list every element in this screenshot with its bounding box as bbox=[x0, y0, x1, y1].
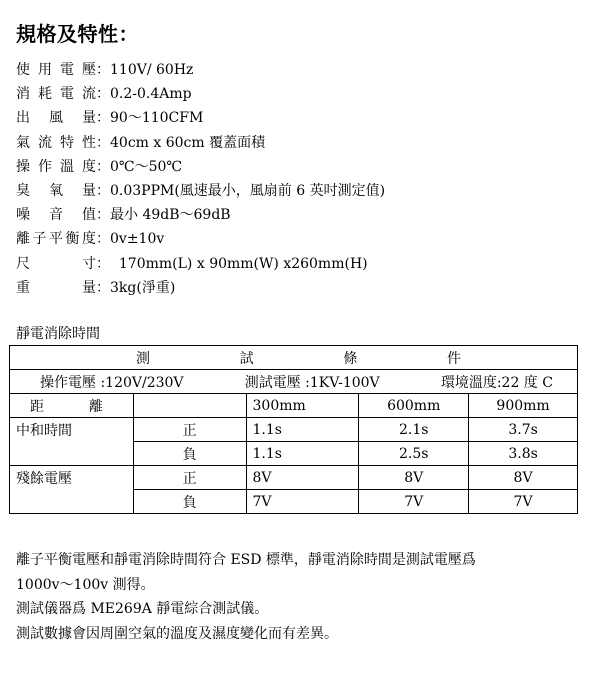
condition-voltage: 操作電壓 :120V/230V bbox=[40, 374, 184, 391]
sign-cell: 負 bbox=[133, 490, 246, 514]
distance-row bbox=[10, 394, 578, 418]
note-line: 離子平衡電壓和靜電消除時間符合 ESD 標準，靜電消除時間是測試電壓爲 bbox=[16, 552, 476, 568]
spec-label: 使用電壓 bbox=[16, 62, 96, 78]
notes bbox=[16, 548, 476, 646]
header-char: 條 bbox=[343, 350, 358, 367]
condition-test-voltage: 測試電壓 :1KV-100V bbox=[244, 374, 380, 391]
spec-colon: ： bbox=[96, 62, 110, 78]
spec-colon: ： bbox=[96, 86, 110, 103]
spec-row bbox=[16, 83, 576, 107]
distance-label-char: 距 bbox=[30, 398, 44, 415]
table-row bbox=[10, 418, 578, 442]
group-cell: 中和時間 bbox=[10, 418, 134, 466]
spec-value: 0.03PPM(風速最小，風扇前 6 英吋測定值) bbox=[110, 182, 386, 199]
spec-colon: ： bbox=[96, 231, 110, 248]
header-char: 試 bbox=[239, 350, 254, 367]
header-char: 件 bbox=[446, 350, 461, 367]
sign-cell: 正 bbox=[133, 418, 246, 442]
spec-label: 臭 氧 量 bbox=[16, 182, 96, 199]
spec-colon: ： bbox=[96, 158, 110, 175]
value-cell: 3.7s bbox=[469, 418, 578, 442]
value-cell: 1.1s bbox=[246, 418, 359, 442]
spec-value: 0℃～50℃ bbox=[110, 158, 183, 175]
distance-cell: 300mm bbox=[246, 394, 359, 418]
value-cell: 1.1s bbox=[246, 442, 359, 466]
spec-colon: ： bbox=[96, 207, 110, 224]
spec-row bbox=[16, 253, 576, 277]
spec-label: 操作溫度 bbox=[16, 158, 96, 175]
distance-label-cell bbox=[10, 394, 134, 418]
spec-colon: ： bbox=[96, 110, 110, 127]
value-cell: 2.1s bbox=[359, 418, 469, 442]
spec-row bbox=[16, 59, 576, 83]
value-cell: 7V bbox=[469, 490, 578, 514]
condition-temperature: 環境溫度:22 度 C bbox=[440, 374, 553, 391]
spec-row bbox=[16, 180, 576, 204]
conditions-row bbox=[10, 370, 578, 394]
value-cell: 2.5s bbox=[359, 442, 469, 466]
spec-value: 0v±10v bbox=[110, 231, 165, 248]
spec-label: 重 量 bbox=[16, 279, 96, 296]
spec-label: 出 風 量 bbox=[16, 110, 96, 127]
value-cell: 7V bbox=[359, 490, 469, 514]
spec-value: 170mm(L) x 90mm(W) x260mm(H) bbox=[110, 255, 368, 272]
spec-row bbox=[16, 132, 576, 156]
distance-cell: 600mm bbox=[359, 394, 469, 418]
spec-value: 110V/ 60Hz bbox=[110, 62, 194, 78]
header-char: 測 bbox=[136, 350, 150, 367]
spec-colon: ： bbox=[96, 279, 110, 296]
sign-cell: 負 bbox=[133, 442, 246, 466]
distance-label-char: 離 bbox=[88, 398, 103, 415]
spec-row bbox=[16, 277, 576, 301]
table-header-row bbox=[10, 346, 578, 370]
page-title: 規格及特性： bbox=[16, 22, 139, 46]
value-cell: 8V bbox=[246, 466, 359, 490]
spec-row bbox=[16, 204, 576, 228]
spec-row bbox=[16, 107, 576, 131]
spec-label: 離子平衡度 bbox=[16, 231, 96, 248]
spec-row bbox=[16, 156, 576, 180]
note-line: 測試儀器爲 ME269A 靜電綜合測試儀。 bbox=[16, 601, 269, 617]
test-conditions-table bbox=[9, 345, 578, 514]
spec-colon: ： bbox=[96, 182, 110, 199]
spec-label: 消耗電流 bbox=[16, 86, 96, 103]
group-cell: 殘餘電壓 bbox=[10, 466, 134, 514]
spec-value: 40cm x 60cm 覆蓋面積 bbox=[110, 134, 266, 151]
value-cell: 3.8s bbox=[469, 442, 578, 466]
value-cell: 8V bbox=[359, 466, 469, 490]
spec-label: 尺 寸 bbox=[16, 255, 96, 272]
spec-value: 最小 49dB～69dB bbox=[110, 207, 231, 224]
spec-value: 0.2-0.4Amp bbox=[110, 86, 192, 103]
distance-cell: 900mm bbox=[469, 394, 578, 418]
spec-colon: ： bbox=[96, 255, 110, 272]
spec-list bbox=[16, 59, 576, 301]
empty-cell bbox=[133, 394, 246, 418]
note-line: 測試數據會因周圍空氣的溫度及濕度變化而有差異。 bbox=[16, 625, 338, 642]
value-cell: 7V bbox=[246, 490, 359, 514]
spec-label: 氣流特性 bbox=[16, 134, 96, 151]
note-line: 1000v～100v 測得。 bbox=[16, 576, 155, 593]
spec-label: 噪 音 值 bbox=[16, 207, 96, 224]
table-header-cell bbox=[10, 346, 578, 370]
sign-cell: 正 bbox=[133, 466, 246, 490]
conditions-cell bbox=[10, 370, 578, 394]
table-row bbox=[10, 466, 578, 490]
value-cell: 8V bbox=[469, 466, 578, 490]
spec-value: 90～110CFM bbox=[110, 110, 204, 127]
section-title: 靜電消除時間 bbox=[16, 326, 100, 342]
spec-colon: ： bbox=[96, 134, 110, 151]
spec-value: 3kg(淨重) bbox=[110, 279, 176, 296]
spec-row bbox=[16, 228, 576, 252]
